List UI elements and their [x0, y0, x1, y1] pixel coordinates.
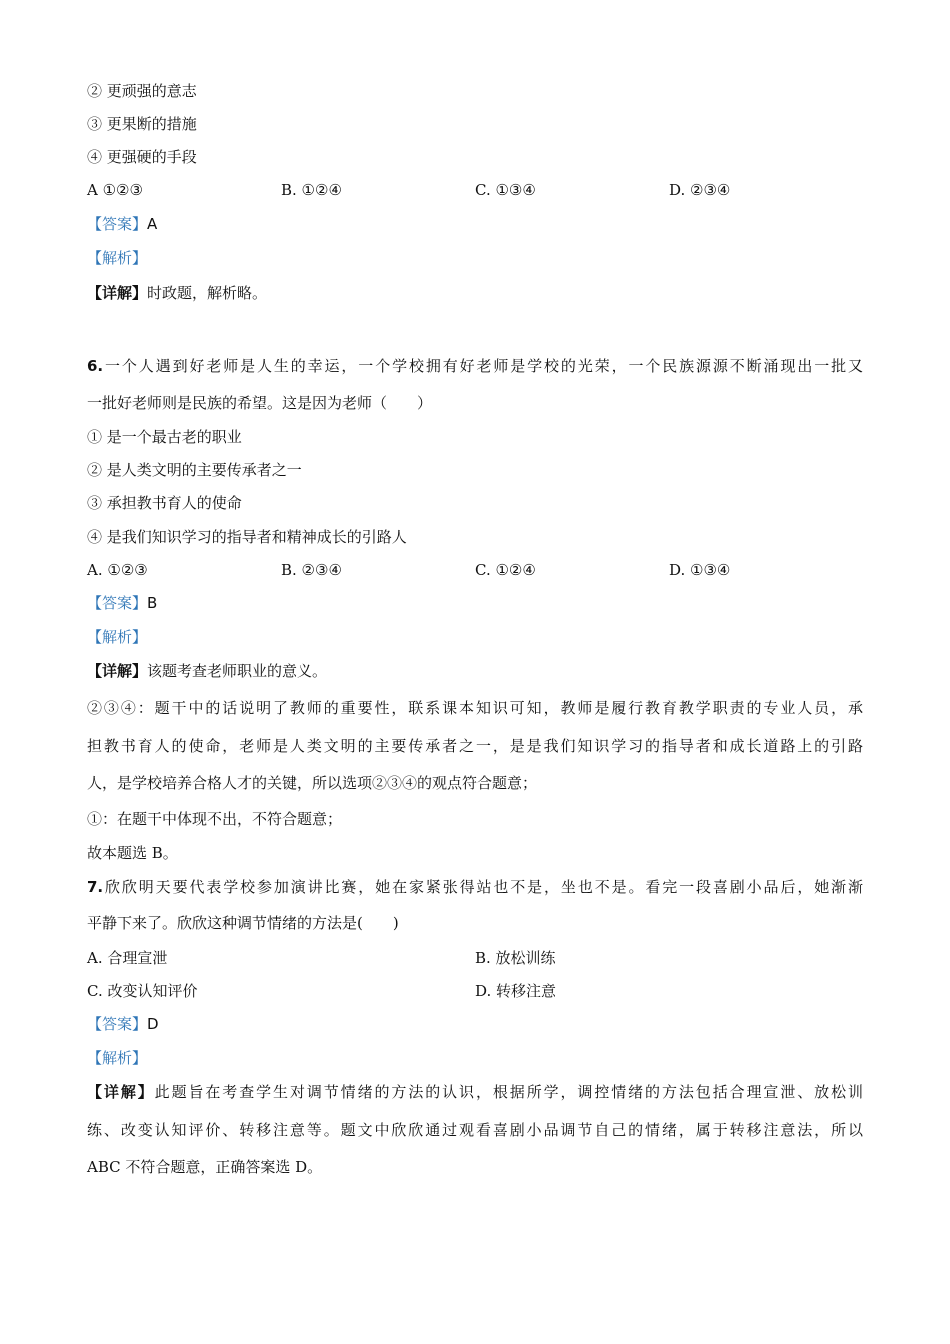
q5-analysis-line [87, 248, 147, 268]
q5-detail-line [87, 283, 267, 303]
question-number: 6. [87, 357, 104, 375]
detail-text: 该题考查老师职业的意义。 [147, 662, 328, 680]
q6-item-4: ④ 是我们知识学习的指导者和精神成长的引路人 [87, 528, 407, 546]
question-number: 7. [87, 878, 104, 896]
q6-option-b: B. ②③④ [281, 561, 342, 579]
q7-answer-line [87, 1014, 159, 1034]
q6-conclusion: 故本题选 B。 [87, 844, 178, 862]
analysis-tag: 【解析】 [87, 1049, 148, 1067]
q7-option-b: B. 放松训练 [475, 949, 556, 967]
q7-option-c: C. 改变认知评价 [87, 982, 198, 1000]
q7-option-d: D. 转移注意 [475, 982, 557, 1000]
q7-analysis-line [87, 1048, 147, 1068]
q6-stem-line-1: 6.一个人遇到好老师是人生的幸运，一个学校拥有好老师是学校的光荣，一个民族源源不断涌现出一批又 [87, 357, 863, 375]
analysis-tag: 【解析】 [87, 628, 148, 646]
q5-option-d: D. ②③④ [669, 181, 731, 199]
q5-option-a: A ①②③ [87, 181, 143, 199]
q6-item-1: ① 是一个最古老的职业 [87, 428, 242, 446]
q5-option-b: B. ①②④ [281, 181, 342, 199]
answer-tag: 【答案】 [87, 215, 148, 233]
q6-explain-line-4: ①：在题干中体现不出，不符合题意； [87, 810, 343, 828]
answer-value: D [147, 1015, 159, 1033]
q7-detail-line-2: 练、改变认知评价、转移注意等。题文中欣欣通过观看喜剧小品调节自己的情绪，属于转移注意法，所以 [87, 1121, 863, 1139]
q7-option-a: A. 合理宣泄 [87, 949, 168, 967]
answer-tag: 【答案】 [87, 594, 148, 612]
q6-option-d: D. ①③④ [669, 561, 731, 579]
q7-stem-line-1: 7.欣欣明天要代表学校参加演讲比赛，她在家紧张得站也不是，坐也不是。看完一段喜剧小品后，她渐渐 [87, 878, 863, 896]
q5-item-2: ② 更顽强的意志 [87, 82, 197, 100]
answer-value: A [147, 215, 158, 233]
q6-explain-line-1: ②③④：题干中的话说明了教师的重要性，联系课本知识可知，教师是履行教育教学职责的专业人员，承 [87, 699, 863, 717]
q7-detail-line-3: ABC 不符合题意，正确答案选 D。 [87, 1158, 323, 1176]
answer-tag: 【答案】 [87, 1015, 148, 1033]
q6-option-a: A. ①②③ [87, 561, 148, 579]
q6-explain-line-2: 担教书育人的使命，老师是人类文明的主要传承者之一，是是我们知识学习的指导者和成长道路上的引路 [87, 737, 863, 755]
q6-answer-line [87, 593, 157, 613]
q5-item-4: ④ 更强硬的手段 [87, 148, 197, 166]
q6-item-2: ② 是人类文明的主要传承者之一 [87, 461, 302, 479]
detail-tag: 【详解】 [87, 1083, 155, 1101]
q6-detail-line [87, 661, 327, 681]
q6-explain-line-3: 人，是学校培养合格人才的关键，所以选项②③④的观点符合题意； [87, 774, 538, 792]
q6-analysis-line [87, 627, 147, 647]
detail-tag: 【详解】 [87, 284, 148, 302]
answer-value: B [147, 594, 158, 612]
analysis-tag: 【解析】 [87, 249, 148, 267]
q7-stem-line-2: 平静下来了。欣欣这种调节情绪的方法是( ) [87, 914, 399, 932]
q6-option-c: C. ①②④ [475, 561, 536, 579]
q7-detail-line-1: 【详解】此题旨在考查学生对调节情绪的方法的认识，根据所学，调控情绪的方法包括合理宣泄、放松训 [87, 1083, 863, 1101]
q5-option-c: C. ①③④ [475, 181, 536, 199]
q6-item-3: ③ 承担教书育人的使命 [87, 494, 242, 512]
detail-text: 时政题，解析略。 [147, 284, 268, 302]
q6-stem-line-2: 一批好老师则是民族的希望。这是因为老师（ ） [87, 394, 433, 412]
detail-tag: 【详解】 [87, 662, 148, 680]
q5-answer-line [87, 214, 157, 234]
q5-item-3: ③ 更果断的措施 [87, 115, 197, 133]
